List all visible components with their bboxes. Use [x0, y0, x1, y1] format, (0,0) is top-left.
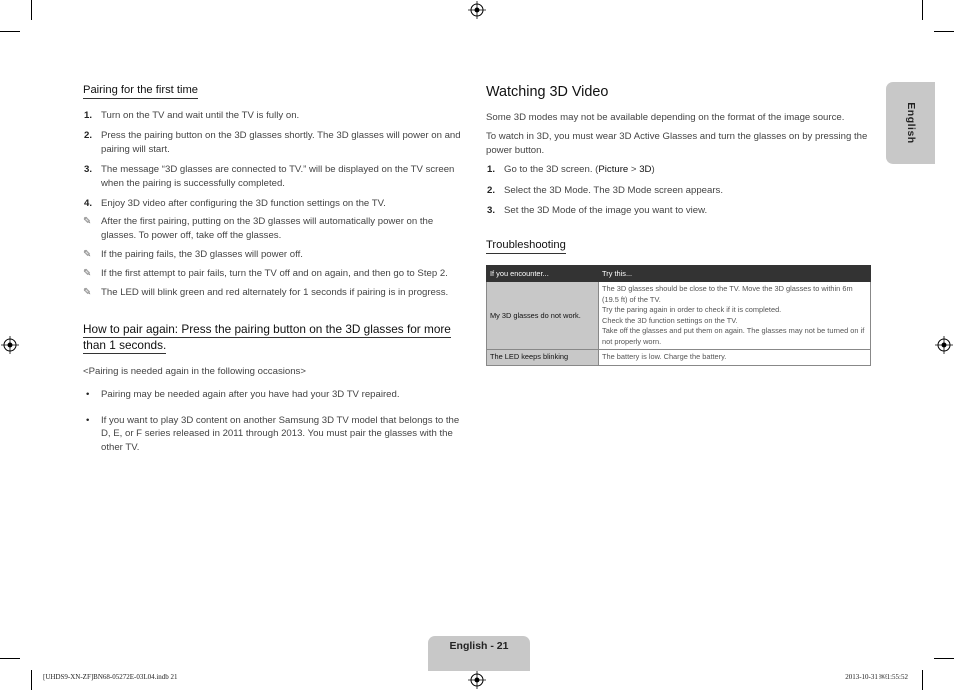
registration-mark-icon	[467, 670, 487, 690]
table-cell-solution: The 3D glasses should be close to the TV. Move the 3D glasses to within 6m (19.5 ft) of the TV. Try the paring again in order to check if it is completed. Check the 3D function settings on the TV. Take off the glasses and put them on again. The glasses may not be turned on if not properly worn.	[599, 282, 871, 350]
pencil-note-icon: ✎	[83, 267, 92, 279]
note-item: ✎ If the first attempt to pair fails, turn the TV off and on again, and then go to Step 2.	[83, 267, 448, 279]
table-row	[487, 282, 871, 350]
list-item: 3. Set the 3D Mode of the image you want to view.	[487, 205, 708, 217]
crop-mark	[0, 658, 20, 659]
pencil-note-icon: ✎	[83, 248, 92, 260]
occasions-list	[83, 388, 467, 454]
list-item: • If you want to play 3D content on another Samsung 3D TV model that belongs to the D, E, or F series released in 2011 through 2013. You must pair the glasses with the other TV.	[86, 414, 460, 453]
repair-section-title: How to pair again: Press the pairing button on the 3D glasses for more than 1 seconds.	[83, 321, 451, 352]
list-item: 1. Go to the 3D screen. (Picture > 3D)	[487, 164, 655, 176]
footer-file-info: [UHDS9-XN-ZF]BN68-05272E-03L04.indb 21	[43, 673, 178, 681]
pairing-notes	[83, 215, 467, 299]
menu-path-3d: 3D	[639, 164, 652, 176]
left-column	[83, 80, 467, 466]
troubleshooting-table	[486, 265, 871, 366]
watch-steps	[486, 163, 874, 217]
page-title: Watching 3D Video	[486, 84, 609, 100]
table-header-row	[487, 266, 871, 282]
list-item: 4. Enjoy 3D video after configuring the 3D function settings on the TV.	[84, 198, 386, 210]
crop-mark	[31, 670, 32, 690]
list-item: 1. Turn on the TV and wait until the TV is fully on.	[84, 110, 300, 121]
table-header: Try this...	[599, 266, 871, 282]
footer-timestamp: 2013-10-31 ￼1:55:52	[845, 673, 908, 681]
note-item: ✎ After the first pairing, putting on the 3D glasses will automatically power on the glasses. To power off, take off the glasses.	[83, 216, 434, 241]
language-tab-label: English	[904, 102, 917, 144]
occasions-intro: <Pairing is needed again in the following occasions>	[83, 365, 306, 377]
list-item: 2. Press the pairing button on the 3D glasses shortly. The 3D glasses will power on and pairing will start.	[84, 130, 461, 155]
note-item: ✎ If the pairing fails, the 3D glasses will power off.	[83, 248, 303, 260]
table-row	[487, 350, 871, 366]
pencil-note-icon: ✎	[83, 286, 92, 298]
pairing-steps	[83, 109, 467, 210]
list-item: 3. The message “3D glasses are connected to TV.” will be displayed on the TV screen when the pairing is successfully completed.	[84, 164, 455, 189]
table-cell-problem: The LED keeps blinking	[487, 350, 599, 366]
pencil-note-icon: ✎	[83, 216, 92, 228]
menu-path-picture: Picture	[598, 164, 629, 176]
crop-mark	[31, 0, 32, 20]
list-item: • Pairing may be needed again after you have had your 3D TV repaired.	[86, 389, 400, 401]
troubleshooting-title: Troubleshooting	[486, 238, 566, 254]
page-number-label: English - 21	[449, 640, 509, 652]
language-tab	[886, 82, 935, 164]
table-cell-problem: My 3D glasses do not work.	[487, 282, 599, 350]
crop-mark	[922, 670, 923, 690]
page-number-tab	[428, 636, 530, 671]
registration-mark-icon	[467, 0, 487, 20]
crop-mark	[934, 658, 954, 659]
registration-mark-icon	[0, 335, 20, 355]
intro-paragraph: Some 3D modes may not be available depending on the format of the image source.	[486, 112, 845, 123]
repair-section-heading	[83, 321, 467, 353]
pairing-section-title: Pairing for the first time	[83, 83, 198, 99]
crop-mark	[922, 0, 923, 20]
crop-mark	[0, 31, 20, 32]
table-header: If you encounter...	[487, 266, 599, 282]
note-item: ✎ The LED will blink green and red alternately for 1 seconds if pairing is in progress.	[83, 286, 449, 298]
registration-mark-icon	[934, 335, 954, 355]
table-cell-solution: The battery is low. Charge the battery.	[599, 350, 871, 366]
crop-mark	[934, 31, 954, 32]
right-column	[486, 80, 874, 366]
instruction-paragraph: To watch in 3D, you must wear 3D Active Glasses and turn the glasses on by pressing the power button.	[486, 131, 868, 156]
list-item: 2. Select the 3D Mode. The 3D Mode screen appears.	[487, 184, 724, 196]
